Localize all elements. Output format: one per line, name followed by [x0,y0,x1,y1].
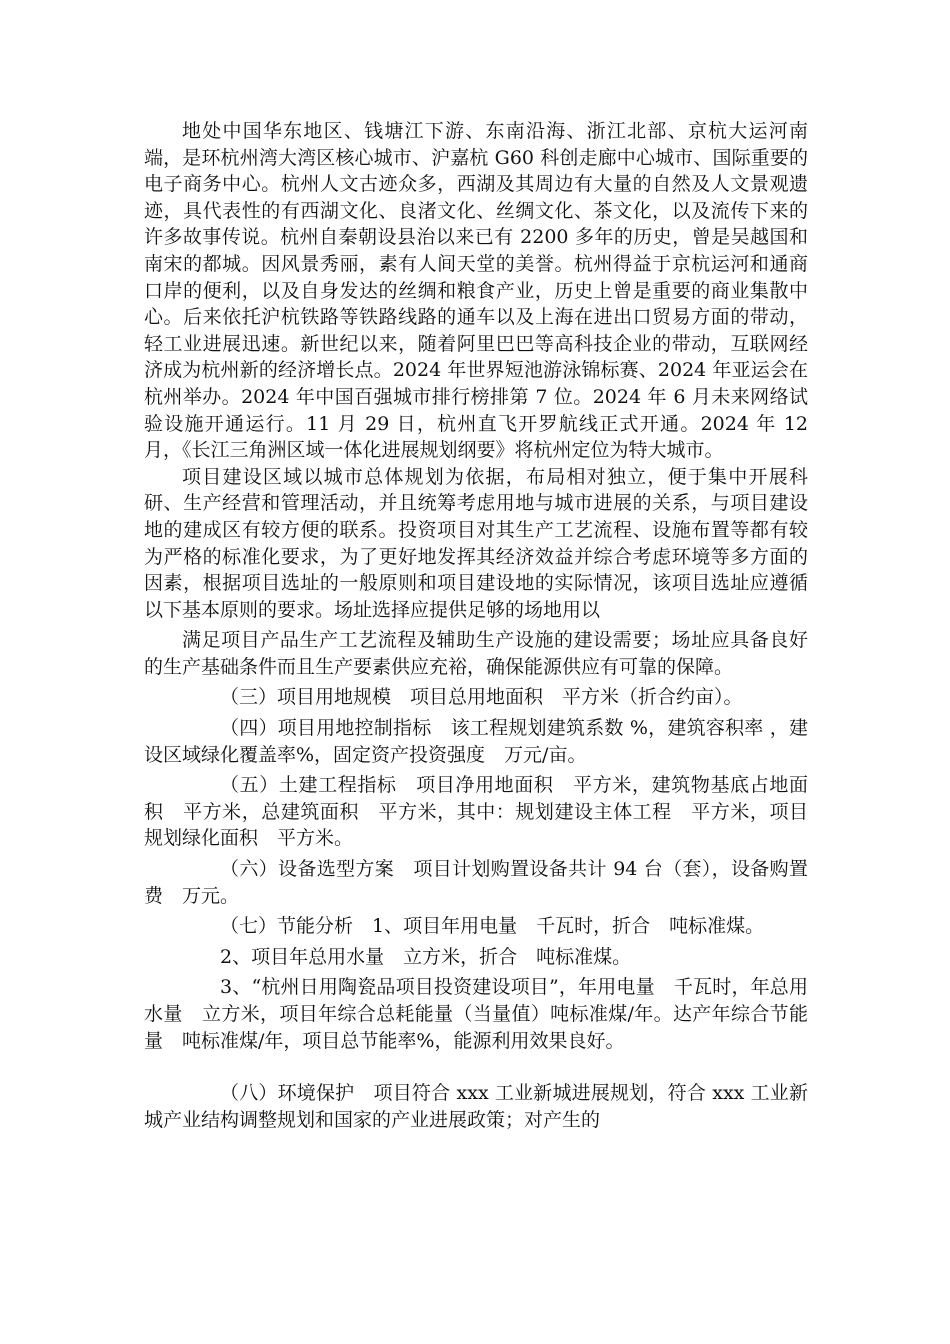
paragraph-hangzhou-overview: 地处中国华东地区、钱塘江下游、东南沿海、浙江北部、京杭大运河南端，是环杭州湾大湾区核心城市、沪嘉杭 G60 科创走廊中心城市、国际重要的电子商务中心。杭州人文古迹众多，西湖及其周边有大量的自然及人文景观遗迹，具代表性的有西湖文化、良渚文化、丝绸文化、茶文化，以及流传下来的许多故事传说。杭州自秦朝设县治以来已有 2200 多年的历史，曾是吴越国和南宋的都城。因风景秀丽，素有人间天堂的美誉。杭州得益于京杭运河和通商口岸的便利，以及自身发达的丝绸和粮食产业，历史上曾是重要的商业集散中心。后来依托沪杭铁路等铁路线路的通车以及上海在进出口贸易方面的带动，轻工业进展迅速。新世纪以来，随着阿里巴巴等高科技企业的带动，互联网经济成为杭州新的经济增长点。2024 年世界短池游泳锦标赛、2024 年亚运会在杭州举办。2024 年中国百强城市排行榜排第 7 位。2024 年 6 月未来网络试验设施开通运行。11 月 29 日，杭州直飞开罗航线正式开通。2024 年 12 月，《长江三角洲区域一体化进展规划纲要》将杭州定位为特大城市。 [144,120,808,462]
paragraph-energy-analysis: （七）节能分析 1、项目年用电量 千瓦时，折合 吨标准煤。 [220,915,765,938]
paragraph-water-usage: 2、项目年总用水量 立方米，折合 吨标准煤。 [220,945,632,968]
paragraph-site-requirements: 满足项目产品生产工艺流程及辅助生产设施的建设需要；场址应具备良好的生产基础条件而且生产要素供应充裕，确保能源供应有可靠的保障。 [144,629,808,678]
paragraph-civil-works: （五）土建工程指标 项目净用地面积 平方米，建筑物基底占地面积 平方米，总建筑面积 平方米，其中：规划建设主体工程 平方米，项目规划绿化面积 平方米。 [144,774,808,850]
paragraph-land-control: （四）项目用地控制指标 该工程规划建筑系数 %，建筑容积率 ，建设区域绿化覆盖率%，固定资产投资强度 万元/亩。 [144,717,808,766]
paragraph-land-scale: （三）项目用地规模 项目总用地面积 平方米（折合约亩）。 [220,686,743,709]
paragraph-equipment: （六）设备选型方案 项目计划购置设备共计 94 台（套），设备购置费 万元。 [144,858,808,907]
paragraph-environment: （八）环境保护 项目符合 xxx 工业新城进展规划，符合 xxx 工业新城产业结构调整规划和国家的产业进展政策；对产生的 [144,1082,808,1131]
paragraph-energy-summary: 3、“杭州日用陶瓷品项目投资建设项目”，年用电量 千瓦时，年总用水量 立方米，项目年综合总耗能量（当量值）吨标准煤/年。达产年综合节能量 吨标准煤/年，项目总节能率%，能源利用效果良好。 [144,976,808,1052]
document-body [144,118,808,1133]
paragraph-site-selection: 项目建设区域以城市总体规划为依据，布局相对独立，便于集中开展科研、生产经营和管理活动，并且统筹考虑用地与城市进展的关系，与项目建设地的建成区有较方便的联系。投资项目对其生产工艺流程、设施布置等都有较为严格的标准化要求，为了更好地发挥其经济效益并综合考虑环境等多方面的因素，根据项目选址的一般原则和项目建设地的实际情况，该项目选址应遵循以下基本原则的要求。场址选择应提供足够的场地用以 [144,465,808,621]
